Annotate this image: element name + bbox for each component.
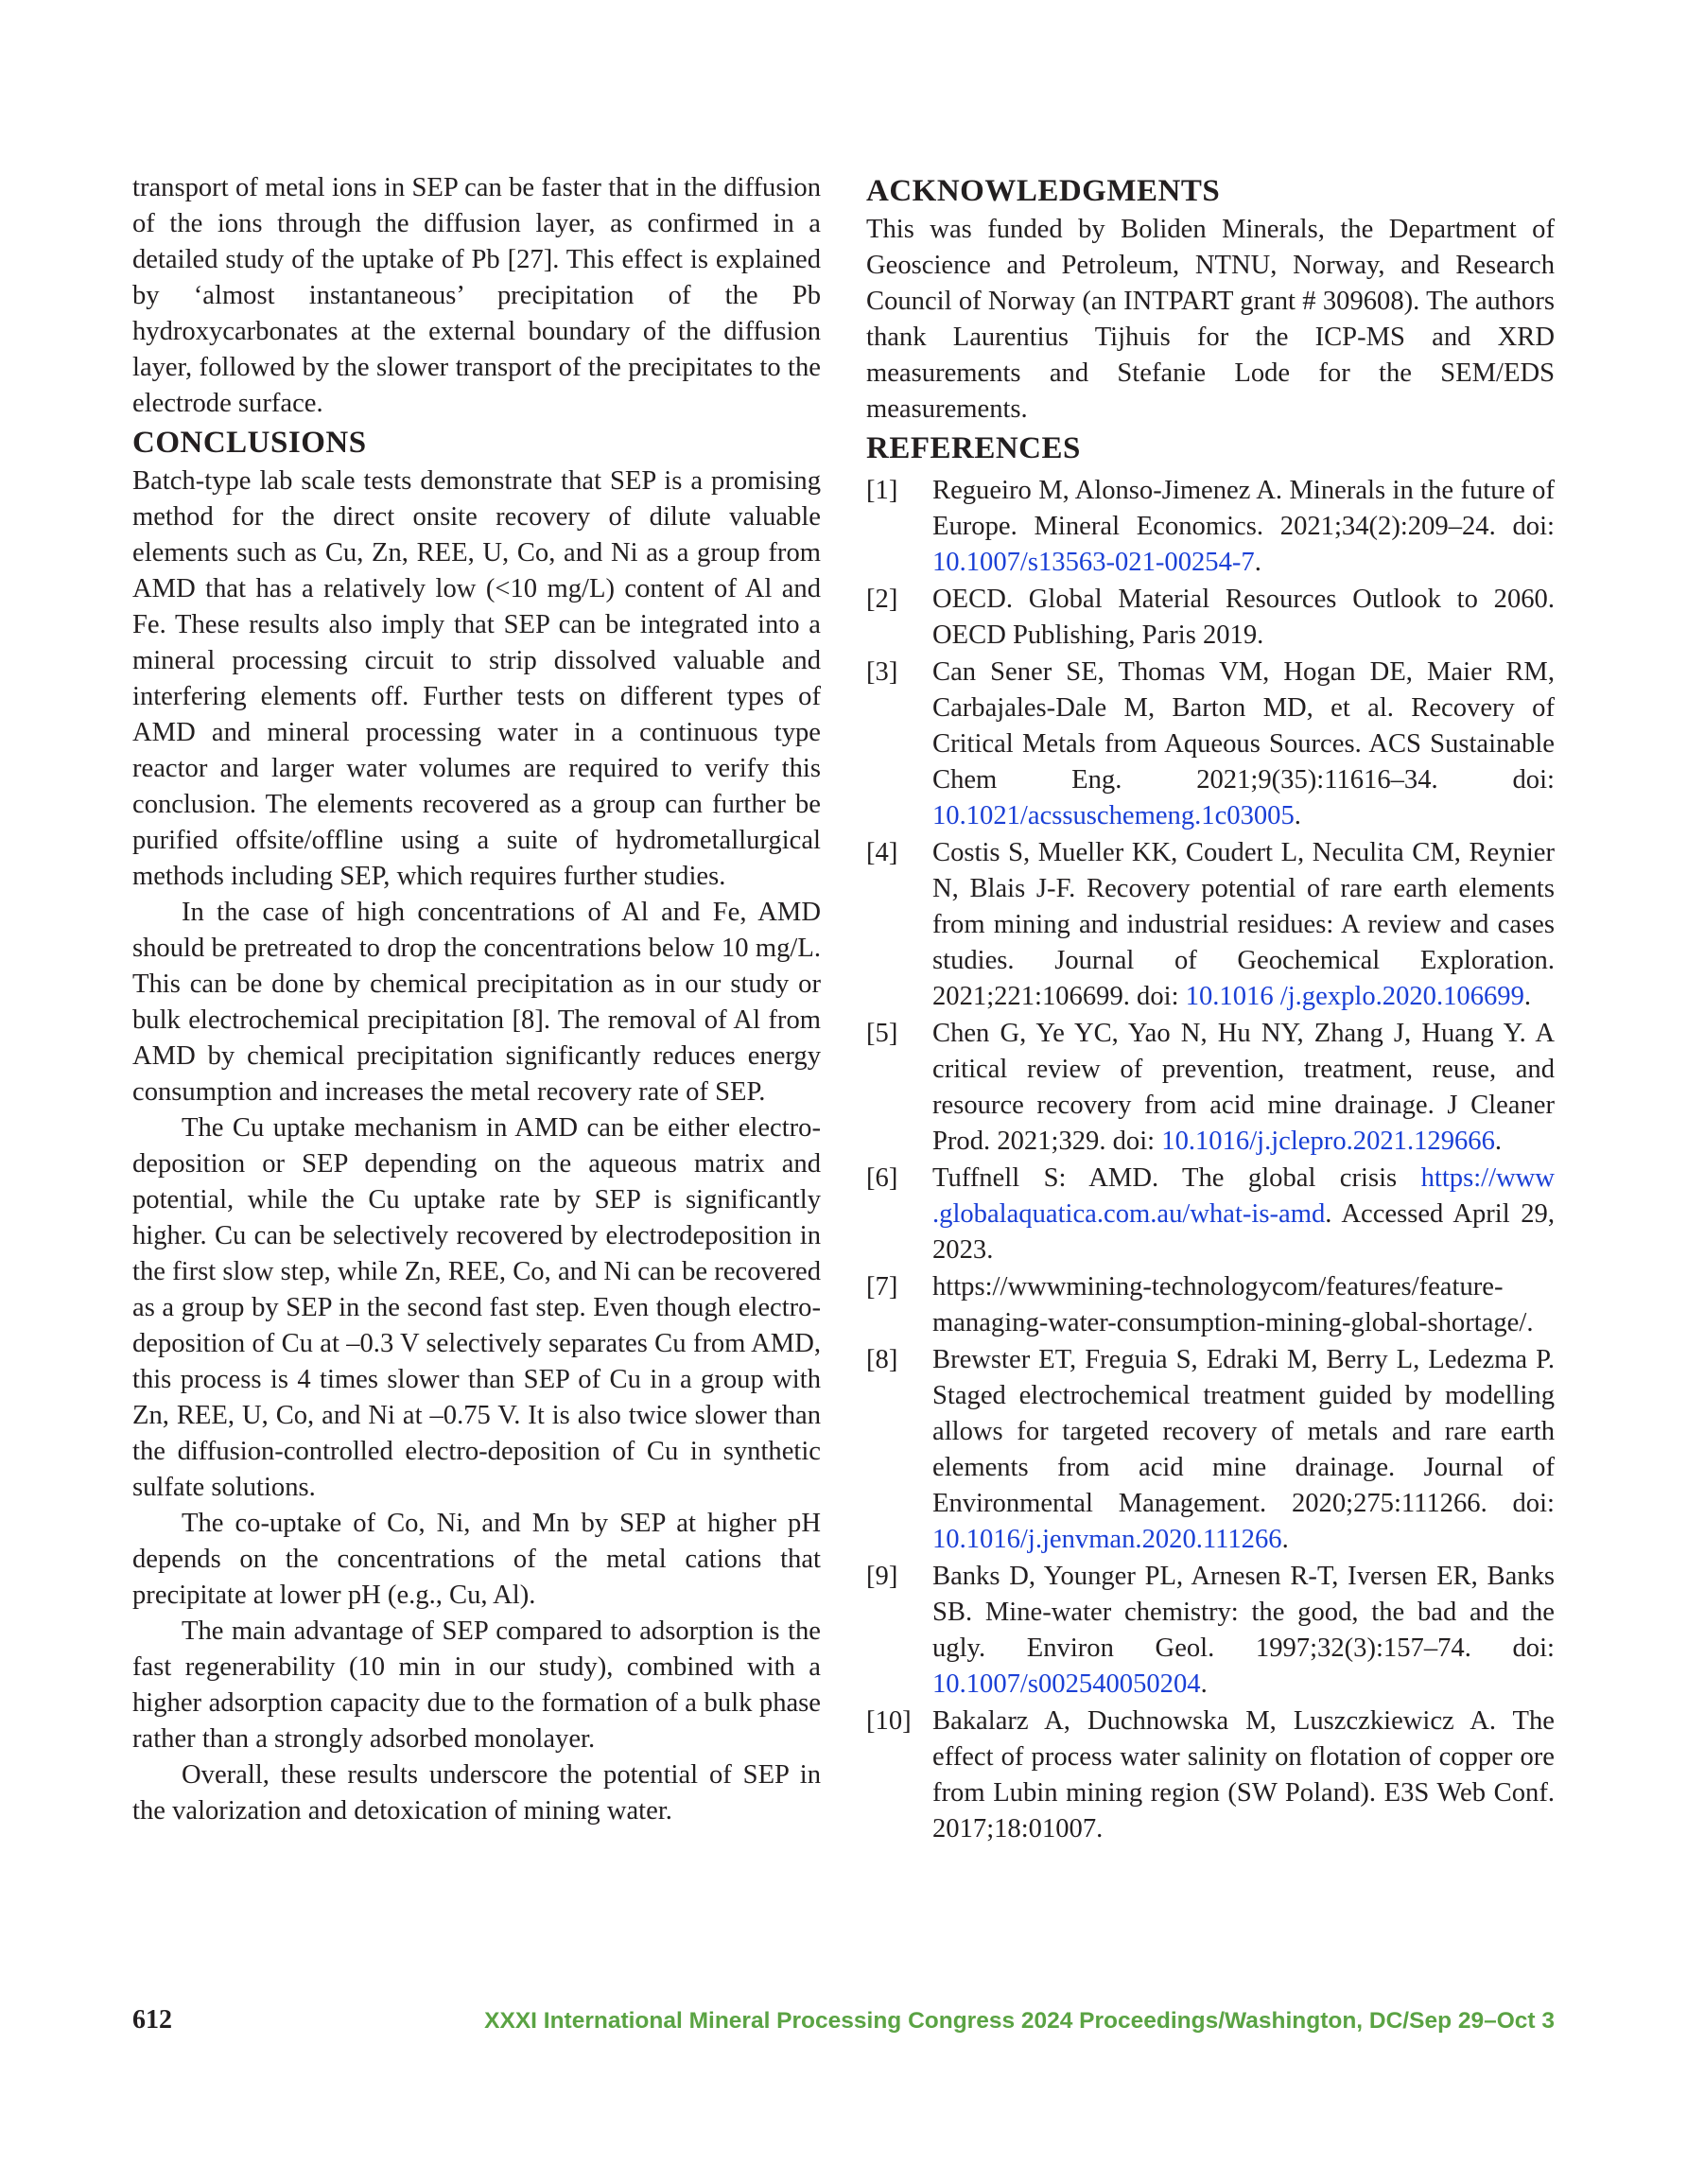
reference-citation: OECD. Global Material Resources Outlook to 2060. OECD Publishing, Paris 2019.	[932, 585, 1555, 650]
reference-suffix: .	[1200, 1669, 1208, 1699]
references-heading: REFERENCES	[866, 431, 1081, 465]
conclusions-paragraph-5: The main advantage of SEP compared to adsorption is the fast regenerability (10 min in our study), combined with a higher adsorption capacity due to the formation of a bulk phase rather than a strongly adsorbed monolayer.	[132, 1616, 821, 1754]
reference-citation: Bakalarz A, Duchnowska M, Luszczkiewicz A. The effect of process water salinity on flotation of copper ore from Lubin mining region (SW Poland). E3S Web Conf. 2017;18:01007.	[932, 1706, 1555, 1843]
reference-citation: Banks D, Younger PL, Arnesen R-T, Iversen ER, Banks SB. Mine-water chemistry: the good, the bad and the ugly. Environ Geol. 1997;32(3):157–74. doi:	[932, 1562, 1555, 1663]
reference-number: [6]	[866, 1163, 898, 1193]
acknowledgments-heading: ACKNOWLEDGMENTS	[866, 174, 1221, 208]
reference-number: [1]	[866, 476, 898, 505]
reference-item	[866, 1704, 1555, 1847]
reference-text	[932, 1704, 1555, 1847]
reference-citation: Tuffnell S: AMD. The global crisis	[932, 1163, 1421, 1193]
reference-number: [7]	[866, 1272, 898, 1302]
doi-link[interactable]: 10.1016/j.jclepro.2021.129666	[1161, 1127, 1495, 1156]
intro-paragraph: transport of metal ions in SEP can be faster that in the diffusion of the ions through the diffusion layer, as confirmed in a detailed study of the uptake of Pb [27]. This effect is explained by ‘almost instantaneous’ precipitation of the Pb hydroxycarbonates at the external boundary of the diffusion layer, followed by the slower transport of the precipitates to the electrode surface.	[132, 173, 821, 418]
reference-number: [4]	[866, 838, 898, 867]
reference-item	[866, 1016, 1555, 1160]
conclusions-paragraph-3: The Cu uptake mechanism in AMD can be either electro-deposition or SEP depending on the aqueous matrix and potential, while the Cu uptake rate by SEP is significantly higher. Cu can be selectively recovered by electrodeposition in the first slow step, while Zn, REE, Co, and Ni can be recovered as a group by SEP in the second fast step. Even though electro-deposition of Cu at –0.3 V selectively separates Cu from AMD, this process is 4 times slower than SEP of Cu in a group with Zn, REE, U, Co, and Ni at –0.75 V. It is also twice slower than the diffusion-controlled electro-deposition of Cu in synthetic sulfate solutions.	[132, 1113, 821, 1502]
reference-item	[866, 1161, 1555, 1268]
reference-citation: Costis S, Mueller KK, Coudert L, Neculita CM, Reynier N, Blais J-F. Recovery potential of rare earth elements from mining and industrial residues: A review and cases studies. Journal of Geochemical Exploration. 2021;221:106699. doi:	[932, 838, 1555, 1011]
reference-citation: Chen G, Ye YC, Yao N, Hu NY, Zhang J, Huang Y. A critical review of prevention, treatment, reuse, and resource recovery from acid mine drainage. J Cleaner Prod. 2021;329. doi:	[932, 1019, 1555, 1156]
reference-number: [5]	[866, 1019, 898, 1048]
conclusions-paragraph-6: Overall, these results underscore the potential of SEP in the valorization and detoxication of mining water.	[132, 1760, 821, 1826]
reference-item	[866, 473, 1555, 581]
reference-text	[932, 655, 1555, 834]
reference-number: [8]	[866, 1345, 898, 1374]
web-link[interactable]: https://www .globalaquatica.com.au/what-is-amd	[932, 1163, 1555, 1229]
doi-link[interactable]: 10.1007/s13563-021-00254-7	[932, 548, 1255, 577]
reference-suffix: .	[1281, 1525, 1289, 1554]
reference-suffix: .	[1254, 548, 1261, 577]
reference-text	[932, 1342, 1555, 1558]
reference-number: [2]	[866, 585, 898, 614]
doi-link[interactable]: 10.1021/acssuschemeng.1c03005	[932, 801, 1295, 830]
conclusions-paragraph-4: The co-uptake of Co, Ni, and Mn by SEP at higher pH depends on the concentrations of the metal cations that precipitate at lower pH (e.g., Cu, Al).	[132, 1509, 821, 1610]
right-column	[866, 170, 1555, 1848]
reference-number: [10]	[866, 1706, 912, 1736]
reference-item	[866, 1559, 1555, 1703]
reference-item	[866, 582, 1555, 654]
reference-text	[932, 1559, 1555, 1703]
conclusions-paragraph-1: Batch-type lab scale tests demonstrate that SEP is a promising method for the direct onsite recovery of dilute valuable elements such as Cu, Zn, REE, U, Co, and Ni as a group from AMD that has a relatively low (<10 mg/L) content of Al and Fe. These results also imply that SEP can be integrated into a mineral processing circuit to strip dissolved valuable and interfering elements off. Further tests on different types of AMD and mineral processing water in a continuous type reactor and larger water volumes are required to verify this conclusion. The elements recovered as a group can further be purified offsite/offline using a suite of hydrometallurgical methods including SEP, which requires further studies.	[132, 466, 821, 891]
reference-citation: https://wwwmining-technologycom/features/feature-managing-water-consumption-mining-global-shortage/.	[932, 1272, 1534, 1337]
doi-link[interactable]: 10.1016 /j.gexplo.2020.106699	[1185, 982, 1524, 1011]
left-column	[132, 170, 821, 1829]
reference-item	[866, 835, 1555, 1015]
reference-citation: Regueiro M, Alonso-Jimenez A. Minerals in the future of Europe. Mineral Economics. 2021;34(2):209–24. doi:	[932, 476, 1555, 541]
page-number: 612	[132, 2005, 172, 2035]
doi-link[interactable]: 10.1007/s002540050204	[932, 1669, 1201, 1699]
reference-citation: Brewster ET, Freguia S, Edraki M, Berry L, Ledezma P. Staged electrochemical treatment guided by modelling allows for targeted recovery of metals and rare earth elements from acid mine drainage. Journal of Environmental Management. 2020;275:111266. doi:	[932, 1345, 1555, 1518]
reference-suffix: . Accessed April 29, 2023.	[932, 1199, 1555, 1265]
page-footer	[132, 2005, 1555, 2043]
reference-text	[932, 1016, 1555, 1160]
reference-number: [9]	[866, 1562, 898, 1591]
reference-list	[866, 473, 1555, 1847]
reference-item	[866, 655, 1555, 834]
reference-suffix: .	[1294, 801, 1301, 830]
reference-text	[932, 473, 1555, 581]
reference-suffix: .	[1523, 982, 1532, 1011]
reference-text	[932, 1161, 1555, 1268]
reference-suffix: .	[1494, 1127, 1503, 1156]
conclusions-heading: CONCLUSIONS	[132, 426, 367, 460]
reference-text	[932, 1269, 1555, 1341]
reference-text	[932, 835, 1555, 1015]
reference-item	[866, 1269, 1555, 1341]
acknowledgments-paragraph: This was funded by Boliden Minerals, the Department of Geoscience and Petroleum, NTNU, Norway, and Research Council of Norway (an INTPART grant # 309608). The authors thank Laurentius Tijhuis for the ICP-MS and XRD measurements and Stefanie Lode for the SEM/EDS measurements.	[866, 215, 1555, 424]
journal-running-footer: XXXI International Mineral Processing Congress 2024 Proceedings/Washington, DC/Sep 29–Oct 3	[484, 2008, 1555, 2034]
reference-number: [3]	[866, 657, 898, 687]
reference-text	[932, 582, 1555, 654]
doi-link[interactable]: 10.1016/j.jenvman.2020.111266	[932, 1525, 1282, 1554]
reference-citation: Can Sener SE, Thomas VM, Hogan DE, Maier RM, Carbajales-Dale M, Barton MD, et al. Recovery of Critical Metals from Aqueous Sources. ACS Sustainable Chem Eng. 2021;9(35):11616–34. doi:	[932, 657, 1555, 795]
reference-item	[866, 1342, 1555, 1558]
conclusions-paragraph-2: In the case of high concentrations of Al and Fe, AMD should be pretreated to drop the concentrations below 10 mg/L. This can be done by chemical precipitation as in our study or bulk electrochemical precipitation [8]. The removal of Al from AMD by chemical precipitation significantly reduces energy consumption and increases the metal recovery rate of SEP.	[132, 898, 821, 1107]
